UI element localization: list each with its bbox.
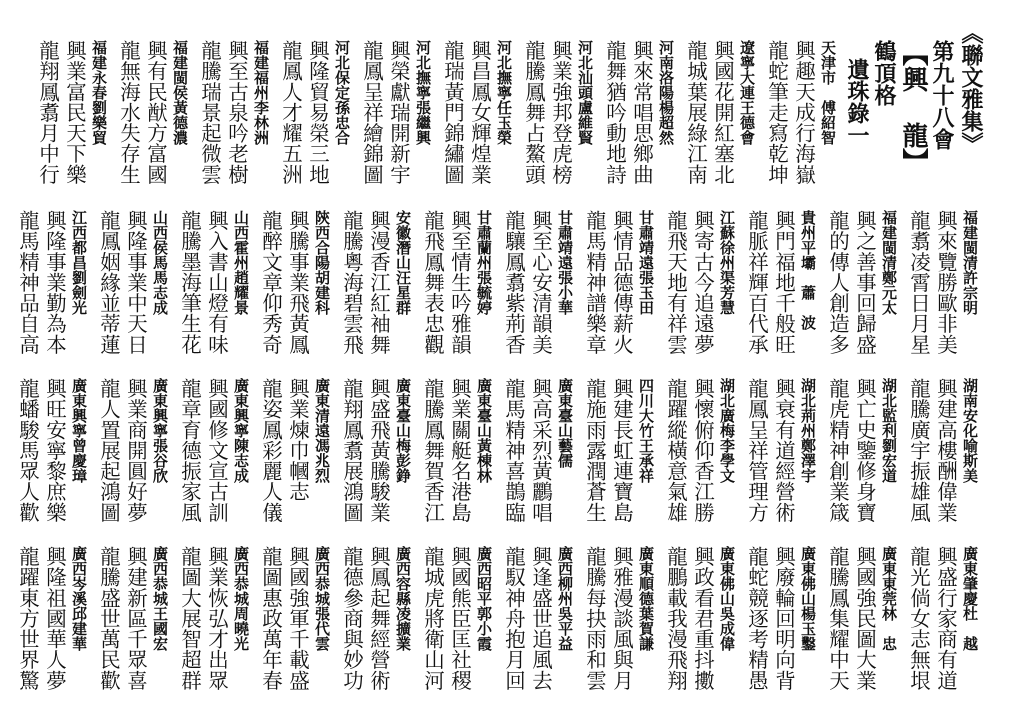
couplet-line-long: 龍躍東方世界驚	[15, 546, 40, 691]
couplet-line-long: 龍圖大展智超群	[177, 546, 202, 691]
couplet-line-xing: 興來覽勝歐非美	[933, 210, 958, 355]
entry-author: 廣東佛山楊玉鑿	[799, 546, 817, 651]
couplet-line-long: 龍醉文章仰秀奇	[258, 210, 283, 355]
format-name: 鶴頂格	[871, 40, 897, 106]
couplet-line-long: 龍鳳呈祥繪錦圖	[359, 40, 384, 185]
couplet-line-xing: 興建新區千眾喜	[123, 546, 148, 691]
couplet-line-long: 龍騰鳳舞賀香江	[420, 378, 445, 523]
entry-author: 廣西昭平郭小霞	[475, 546, 493, 651]
entry-author: 安徽潛山汪星群	[394, 210, 412, 315]
couplet-line-xing: 興雅漫談風與月	[609, 546, 634, 691]
entry-author: 廣東肇慶杜 越	[961, 546, 979, 651]
entry-author: 廣西容縣凌擴業	[394, 546, 412, 651]
couplet-line-long: 龍蟠駿馬眾人歡	[15, 378, 40, 523]
couplet-line-long: 龍騰盛世萬民歡	[96, 546, 121, 691]
couplet-line-xing: 興業商開圓好夢	[123, 378, 148, 523]
couplet-line-xing: 興亡史鑒修身寶	[852, 378, 877, 523]
couplet-line-xing: 興隆祖國華人夢	[42, 546, 67, 691]
entry-author: 廣西恭城周曉光	[232, 546, 250, 651]
couplet-line-long: 龍騰每抉雨和雲	[582, 546, 607, 691]
entry-author: 湖北監利劉宏道	[880, 378, 898, 483]
couplet-line-long: 龍躍縱橫意氣雄	[663, 378, 688, 523]
entry-author: 河北保定孫忠合	[333, 40, 351, 145]
couplet-line-xing: 興來常唱思鄉曲	[629, 40, 654, 185]
couplet-line-xing: 興國強軍千載盛	[285, 546, 310, 691]
couplet-line-xing: 興隆事業中天日	[123, 210, 148, 355]
couplet-line-xing: 興業富民天下樂	[62, 40, 87, 185]
couplet-line-long: 龍無海水失存生	[116, 40, 141, 185]
couplet-line-xing: 興衰有道經營術	[771, 378, 796, 523]
couplet-line-long: 龍翔鳳翥月中行	[35, 40, 60, 185]
couplet-line-xing: 興騰事業飛黃鳳	[285, 210, 310, 355]
couplet-line-xing: 興國花開紅塞北	[710, 40, 735, 185]
couplet-line-long: 龍城葉展綠江南	[683, 40, 708, 185]
couplet-line-xing: 興懷俯仰香江勝	[690, 378, 715, 523]
journal-title: 《聯文雅集》	[958, 22, 984, 154]
entry-author: 甘肅蘭州張毓婷	[475, 210, 493, 315]
couplet-line-long: 龍虎精神創業箴	[825, 378, 850, 523]
entry-author: 福建永春劉樂貿	[90, 40, 108, 145]
entry-author: 江西都昌劉劍光	[70, 210, 88, 315]
entry-author: 廣東清遠馮兆烈	[313, 378, 331, 483]
subtitle: 遺珠錄一	[844, 58, 870, 146]
couplet-line-long: 龍舞猶吟動地詩	[602, 40, 627, 185]
theme-title: 【興 龍】	[898, 40, 928, 174]
entry-author: 湖北廣梅李學文	[718, 378, 736, 483]
couplet-line-long: 龍瑞黃門錦繡圖	[440, 40, 465, 185]
entry-author: 山西霍州趙耀景	[232, 210, 250, 315]
entry-author: 湖北荊州鄭澤宇	[799, 378, 817, 483]
couplet-line-long: 龍的傳人創造多	[825, 210, 850, 355]
couplet-line-xing: 興榮獻瑞開新宇	[386, 40, 411, 185]
couplet-line-xing: 興之善事回歸盛	[852, 210, 877, 355]
couplet-line-xing: 興有民猷方富國	[143, 40, 168, 185]
couplet-line-xing: 興至情生吟雅韻	[447, 210, 472, 355]
entry-author: 河北汕頭盧維賢	[576, 40, 594, 145]
couplet-line-xing: 興業關艇名港島	[447, 378, 472, 523]
couplet-line-long: 龍馭神舟抱月回	[501, 546, 526, 691]
couplet-line-xing: 興至古泉吟老樹	[224, 40, 249, 185]
couplet-line-long: 龍飛鳳舞表忠觀	[420, 210, 445, 355]
couplet-line-long: 龍飛天地有祥雲	[663, 210, 688, 355]
entry-author: 福建閩清許宗明	[961, 210, 979, 315]
entry-author: 遼寧大連王德會	[738, 40, 756, 145]
couplet-line-long: 龍翔鳳翥展鴻圖	[339, 378, 364, 523]
entry-author: 天津市 傅紹智	[819, 40, 837, 145]
couplet-line-xing: 興政看君重抖擻	[690, 546, 715, 691]
couplet-line-long: 龍脈祥輝百代承	[744, 210, 769, 355]
couplet-line-long: 龍騰瑞景起微雲	[197, 40, 222, 185]
couplet-line-xing: 興旺安寧黎庶樂	[42, 378, 67, 523]
couplet-line-long: 龍人置展起鴻圖	[96, 378, 121, 523]
couplet-line-long: 龍馬精神譜樂章	[582, 210, 607, 355]
entry-author: 江蘇徐州渠芳慧	[718, 210, 736, 315]
couplet-line-long: 龍城虎將衛山河	[420, 546, 445, 691]
entry-author: 廣東佛山吳成偉	[718, 546, 736, 651]
couplet-line-xing: 興盛飛黃騰駿業	[366, 378, 391, 523]
entry-author: 甘肅靖遠張玉田	[637, 210, 655, 315]
entry-author: 湖南安化喻斯美	[961, 378, 979, 483]
couplet-line-long: 龍蛇筆走寫乾坤	[764, 40, 789, 185]
couplet-line-long: 龍鳳呈祥管理方	[744, 378, 769, 523]
entry-author: 河北撫寧任玉榮	[495, 40, 513, 145]
couplet-line-long: 龍施雨露潤蒼生	[582, 378, 607, 523]
couplet-line-long: 龍驤鳳翥紫荊香	[501, 210, 526, 355]
entry-author: 山西侯馬馬志成	[151, 210, 169, 315]
entry-author: 河北撫寧張繼興	[414, 40, 432, 145]
couplet-line-long: 龍姿鳳彩麗人儀	[258, 378, 283, 523]
couplet-line-xing: 興業恢弘才出眾	[204, 546, 229, 691]
couplet-line-long: 龍鵬載我漫飛翔	[663, 546, 688, 691]
couplet-line-long: 龍馬精神喜鵲臨	[501, 378, 526, 523]
couplet-line-xing: 興隆事業勤為本	[42, 210, 67, 355]
couplet-line-xing: 興情品德傳薪火	[609, 210, 634, 355]
couplet-line-xing: 興廢輪回明向背	[771, 546, 796, 691]
couplet-line-xing: 興逢盛世追風去	[528, 546, 553, 691]
couplet-line-long: 龍翥凌霄日月星	[906, 210, 931, 355]
couplet-line-xing: 興寄古今追遠夢	[690, 210, 715, 355]
entry-author: 廣東順德葉賀謙	[637, 546, 655, 651]
couplet-line-xing: 興趣天成行海嶽	[791, 40, 816, 185]
entry-author: 福建閩侯黃德濃	[171, 40, 189, 145]
couplet-line-xing: 興鳳起舞經營術	[366, 546, 391, 691]
couplet-line-long: 龍圖惠政萬年春	[258, 546, 283, 691]
couplet-line-xing: 興國熊臣匡社稷	[447, 546, 472, 691]
entry-author: 福建福州李林洲	[252, 40, 270, 145]
entry-author: 河南洛陽楊超然	[657, 40, 675, 145]
couplet-line-long: 龍騰廣宇振雄風	[906, 378, 931, 523]
couplet-line-xing: 興國強民圖大業	[852, 546, 877, 691]
couplet-line-xing: 興國修文宣古訓	[204, 378, 229, 523]
couplet-line-xing: 興門福地千般旺	[771, 210, 796, 355]
entry-author: 廣東東莞林 忠	[880, 546, 898, 651]
entry-author: 陝西合陽胡建科	[313, 210, 331, 315]
entry-author: 廣東興寧陳志成	[232, 378, 250, 483]
couplet-line-long: 龍馬精神品自高	[15, 210, 40, 355]
couplet-line-xing: 興昌鳳女輝煌業	[467, 40, 492, 185]
entry-author: 貴州平壩 蕭 波	[799, 210, 817, 330]
entry-author: 四川大竹王承祥	[637, 378, 655, 483]
couplet-line-long: 龍騰墨海筆生花	[177, 210, 202, 355]
couplet-line-long: 龍騰粵海碧雲飛	[339, 210, 364, 355]
couplet-line-long: 龍騰鳳舞占鰲頭	[521, 40, 546, 185]
couplet-line-xing: 興業強邦登虎榜	[548, 40, 573, 185]
couplet-line-xing: 興建長虹連寶島	[609, 378, 634, 523]
couplet-line-xing: 興盛行家商有道	[933, 546, 958, 691]
couplet-line-xing: 興建高樓酬偉業	[933, 378, 958, 523]
couplet-line-long: 龍蛇競逐考精愚	[744, 546, 769, 691]
couplet-line-long: 龍鳳姻緣並蒂蓮	[96, 210, 121, 355]
couplet-line-xing: 興隆貿易榮三地	[305, 40, 330, 185]
couplet-line-xing: 興業煉巾幗志	[285, 378, 310, 502]
entry-author: 廣東臺山梅彭錚	[394, 378, 412, 483]
couplet-line-xing: 興漫香江紅袖舞	[366, 210, 391, 355]
couplet-line-long: 龍鳳人才耀五洲	[278, 40, 303, 185]
couplet-line-xing: 興至心安清韻美	[528, 210, 553, 355]
entry-author: 廣東興寧曾慶璋	[70, 378, 88, 483]
entry-author: 廣東興寧張谷欣	[151, 378, 169, 483]
couplet-line-long: 龍德參商與妙功	[339, 546, 364, 691]
entry-author: 廣西恭城張代雲	[313, 546, 331, 651]
session-number: 第九十八會	[929, 40, 955, 150]
entry-author: 廣西柳州吳平益	[556, 546, 574, 651]
entry-author: 廣西恭城王國宏	[151, 546, 169, 651]
couplet-line-xing: 興入書山燈有味	[204, 210, 229, 355]
couplet-line-long: 龍章育德振家風	[177, 378, 202, 523]
entry-author: 甘肅靖遠張小華	[556, 210, 574, 315]
entry-author: 廣西岑溪邱建華	[70, 546, 88, 651]
couplet-line-long: 龍騰鳳集耀中天	[825, 546, 850, 691]
entry-author: 廣東臺山藝儒	[556, 378, 574, 468]
entry-author: 廣東臺山黃棟林	[475, 378, 493, 483]
couplet-line-long: 龍光倘女志無垠	[906, 546, 931, 691]
couplet-line-xing: 興高采烈黃鸝唱	[528, 378, 553, 523]
entry-author: 福建閩清鄭元太	[880, 210, 898, 315]
